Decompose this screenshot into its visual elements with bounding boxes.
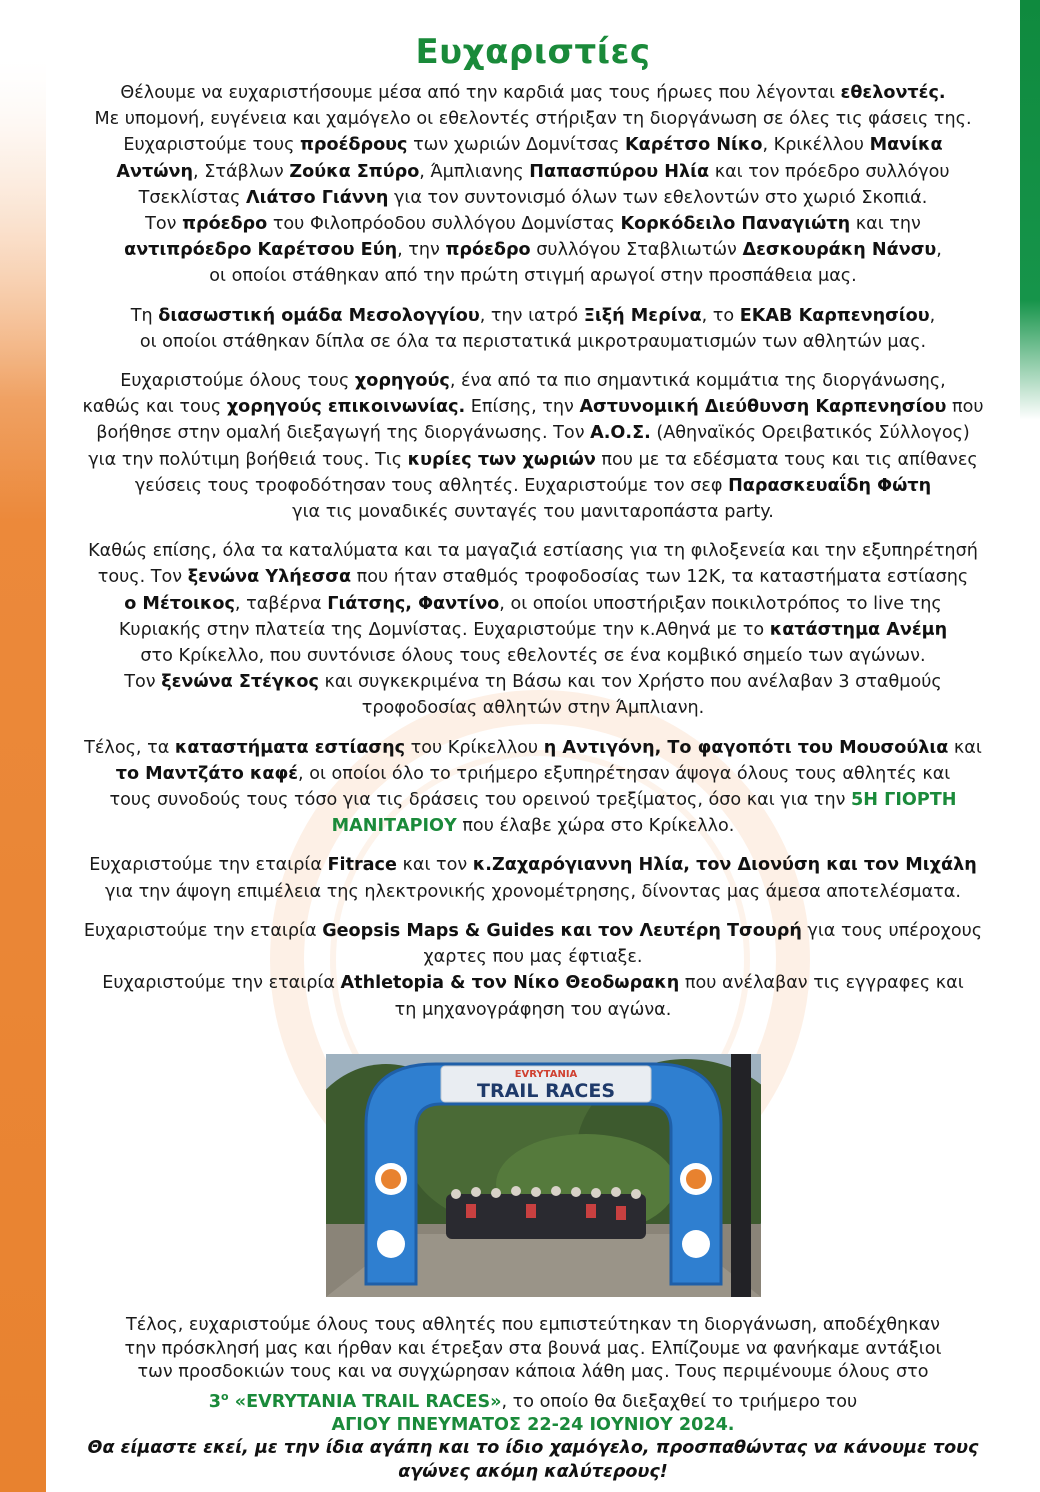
text-line [48,591,1018,617]
text-segment: Ευχαριστούμε την εταιρία [102,973,341,994]
text-segment: πρόεδρο [445,240,531,261]
text-line [48,473,1018,499]
text-segment: Τέλος, ευχαριστούμε όλους τους αθλητές που εμπιστεύτηκαν τη διοργάνωση, αποδέχθηκαν [125,1315,941,1335]
text-segment: τη μηχανογράφηση του αγώνα. [394,999,672,1020]
text-segment: (Αθηναϊκός Ορειβατικός Σύλλογος) [650,423,970,444]
text-segment: Καθώς επίσης, όλα τα καταλύματα και τα μαγαζιά εστίασης για τη φιλοξενεία και την εξυπηρέτησή [88,541,978,562]
text-segment: η Αντιγόνη, Το φαγοπότι του Μουσούλια [543,737,949,758]
text-segment: , [929,305,936,326]
closing-paragraph [48,1314,1018,1484]
text-segment: 5Η ΓΙΟΡΤΗ [851,790,957,811]
text-line [48,564,1018,590]
text-segment: βοήθησε στην ομαλή διεξαγωγή της διοργάνωσης. Τον [96,423,591,444]
text-segment: , Κρικέλλου [762,135,870,156]
text-segment: και συγκεκριμένα τη Βάσω και τον Χρήστο που ανέλαβαν 3 σταθμούς [318,672,942,693]
text-segment: , το οποίο θα διεξαχθεί το τριήμερο του [501,1391,858,1412]
text-segment: στο Κρίκελλο, που συντόνισε όλους τους εθελοντές σε ένα κομβικό σημείο των αγώνων. [140,646,926,667]
text-segment: διασωστική ομάδα Μεσολογγίου [158,305,480,326]
text-segment: , [936,240,942,261]
text-segment: Παρασκευαΐδη Φώτη [728,475,932,496]
text-line [48,394,1018,420]
main-content [48,20,1018,1036]
text-line [48,237,1018,263]
text-segment: για τον συντονισμό όλων των εθελοντών στο χωριό Σκοπιά. [388,187,928,208]
text-segment: , Άμπλιανης [419,161,530,182]
text-line [48,787,1018,813]
text-line [48,368,1018,394]
text-segment: που ανέλαβαν τις εγγραφες και [679,973,964,994]
text-segment: Τη [130,305,159,326]
right-green-bar [1020,0,1040,1492]
text-segment: , ένα από τα πιο σημαντικά κομμάτια της διοργάνωσης, [449,371,946,392]
text-segment: , την ιατρό [479,305,584,326]
text-segment: αγώνες ακόμη καλύτερους! [398,1461,668,1482]
paragraph-restaurants [48,735,1018,840]
text-segment: , ταβέρνα [234,593,328,614]
text-line [48,918,1018,944]
text-segment: των χωριών Δομνίτσας [407,135,626,156]
paragraph-accommodation [48,538,1018,721]
text-segment: των προσδοκιών τους και να συγχώρησαν κάποια λάθη μας. Τους περιμένουμε όλους στο [137,1362,929,1382]
text-line [48,669,1018,695]
page-title: Ευχαριστίες [415,32,651,72]
text-segment: «EVRYTANIA TRAIL RACES» [228,1391,502,1412]
text-segment: Γιάτσης, Φαντίνο [327,593,500,614]
text-segment: , οι οποίοι όλο το τριήμερο εξυπηρέτησαν άψογα όλους τους αθλητές και [298,763,951,784]
text-segment: που [946,397,984,418]
text-segment: που ήταν σταθμός τροφοδοσίας των 12Κ, τα καταστήματα εστίασης [351,567,969,588]
text-segment: Λιάτσο Γιάννη [246,187,389,208]
text-segment: και τον πρόεδρο συλλόγου [709,161,950,182]
text-segment: Θέλουμε να ευχαριστήσουμε μέσα από την καρδιά μας τους ήρωες που λέγονται [120,83,841,103]
text-segment: κυρίες των χωριών [407,449,596,470]
paragraph-medical [48,303,1018,355]
text-line [48,970,1018,996]
text-segment: του Κρίκελλου [405,737,544,758]
text-segment: ΕΚΑΒ Καρπενησίου [739,305,930,326]
text-segment: συλλόγου Σταβλιωτών [530,240,743,261]
text-segment: ξενώνα Υλήεσσα [187,567,352,588]
text-segment: Θα είμαστε εκεί, με την ίδια αγάπη και το ίδιο χαμόγελο, προσπαθώντας να κάνουμε τους [87,1438,979,1459]
text-segment: αντιπρόεδρο Καρέτσου Εύη [124,240,398,261]
left-bar-fade [0,0,46,520]
text-segment: κ.Ζαχαρόγιαννη Ηλία, τον Διονύση και τον Μιχάλη [472,855,977,876]
text-segment: και την [850,214,921,235]
text-segment: Μανίκα [869,135,943,156]
text-segment: Δεσκουράκη Νάνσυ [742,240,937,261]
text-segment: Καρέτσο Νίκο [625,135,763,156]
text-line [48,761,1018,787]
paragraph-sponsors [48,368,1018,525]
text-segment: , την [397,240,446,261]
text-segment: καταστήματα εστίασης [174,737,406,758]
text-segment: Fitrace [327,855,397,876]
text-segment: Επίσης, την [465,397,580,418]
text-line [48,303,1018,329]
text-line [48,159,1018,185]
text-segment: καθώς και τους [82,397,227,418]
text-segment: και [948,737,982,758]
text-segment: την πρόσκλησή μας και ήρθαν και έτρεξαν στα βουνά μας. Ελπίζουμε να φανήκαμε αντάξιοι [124,1338,942,1359]
text-segment: Ξιξή Μερίνα [583,305,702,326]
text-segment: Ευχαριστούμε την εταιρία [83,920,323,941]
text-segment: Κυριακής στην πλατεία της Δομνίστας. Ευχαριστούμε την κ.Αθηνά με το [118,619,770,640]
text-segment: Αντώνη [116,161,194,182]
text-line [48,447,1018,473]
text-segment: το Μαντζάτο καφέ [115,763,299,784]
text-segment: ξενώνα Στέγκος [161,672,319,693]
text-segment: ΜΑΝΙΤΑΡΙΟΥ [331,816,457,837]
start-arch-photo [326,1054,761,1297]
text-segment: εθελοντές. [840,83,946,103]
text-segment: Ευχαριστούμε την εταιρία [89,855,328,876]
text-segment: κατάστημα Ανέμη [769,619,948,640]
text-segment: προέδρους [300,135,408,156]
paragraph-maps-registration [48,918,1018,1023]
text-segment: Ευχαριστούμε όλους τους [120,371,355,392]
text-segment: οι οποίοι στάθηκαν από την πρώτη στιγμή αρωγοί στην προσπάθεια μας. [209,266,857,287]
text-line [48,132,1018,158]
text-line [48,735,1018,761]
text-segment: Α.Ο.Σ. [590,423,651,444]
text-segment: 3 [208,1391,222,1412]
text-segment: οι οποίοι στάθηκαν δίπλα σε όλα τα περιστατικά μικροτραυματισμών των αθλητών μας. [139,331,927,352]
text-segment: Με υπομονή, ευγένεια και χαμόγελο οι εθελοντές στήριξαν τη διοργάνωση σε όλες τις φάσεις της. [94,109,972,130]
text-segment: για την πολύτιμη βοήθειά τους. Τις [88,449,408,470]
text-segment: που έλαβε χώρα στο Κρίκελλο. [456,816,735,837]
text-segment: Geopsis Maps & Guides και τον Λευτέρη Τσουρή [322,920,802,941]
text-segment: Κορκόδειλο Παναγιώτη [620,214,851,235]
paragraph-timing [48,852,1018,904]
text-segment: Τον [124,672,162,693]
text-segment: τροφοδοσίας αθλητών στην Άμπλιανη. [361,698,705,719]
text-segment: ο [221,1389,229,1403]
text-segment: για την άψογη επιμέλεια της ηλεκτρονικής χρονομέτρησης, δίνοντας μας άμεσα αποτελέσματα. [105,881,961,902]
text-line [48,1385,1018,1414]
text-line [48,80,1018,106]
text-segment: ΑΓΙΟΥ ΠΝΕΥΜΑΤΟΣ 22-24 ΙΟΥΝΙΟΥ 2024. [331,1414,735,1435]
text-line [48,420,1018,446]
text-line [48,852,1018,878]
photo-illustration [326,1054,761,1297]
text-segment: Αστυνομική Διεύθυνση Καρπενησίου [579,397,947,418]
text-segment: Ευχαριστούμε τους [123,135,301,156]
text-segment: για τους υπέροχους [801,920,983,941]
arch-top-text: EVRYTANIA [514,1069,578,1080]
text-segment: του Φιλοπρόοδου συλλόγου Δομνίστας [267,214,621,235]
text-segment: για τις μοναδικές συνταγές του μανιταροπάστα party. [292,502,774,523]
text-segment: Τον [145,214,183,235]
text-segment: , το [701,305,740,326]
text-segment: που με τα εδέσματα τους και τις απίθανες [595,449,978,470]
text-segment: Τσεκλίστας [138,187,247,208]
text-segment: πρόεδρο [182,214,268,235]
text-segment: γεύσεις τους τροφοδότησαν τους αθλητές. Ευχαριστούμε τον σεφ [134,475,729,496]
text-segment: χορηγούς επικοινωνίας. [226,397,466,418]
text-line [48,185,1018,211]
text-segment: τους συνοδούς τους τόσο για τις δράσεις του ορεινού τρεξίματος, όσο και για την [109,790,852,811]
text-segment: Athletopia & τον Νίκο Θεοδωρακη [340,973,680,994]
text-segment: ο Μέτοικος [124,593,235,614]
text-segment: και τον [396,855,473,876]
arch-main-text: TRAIL RACES [476,1080,616,1102]
text-line [48,813,1018,839]
text-segment: Τέλος, τα [84,737,175,758]
paragraph-volunteers [48,80,1018,290]
text-segment: Παπασπύρου Ηλία [529,161,710,182]
text-segment: χαρτες που μας έφτιαξε. [423,947,643,968]
text-segment: χορηγούς [354,371,450,392]
text-line [48,617,1018,643]
text-segment: , Στάβλων [193,161,290,182]
text-segment: , οι οποίοι υποστήριξαν ποικιλοτρόπος το live της [499,593,942,614]
text-segment: τους. Τον [97,567,188,588]
text-segment: Ζούκα Σπύρο [289,161,420,182]
text-line [48,211,1018,237]
